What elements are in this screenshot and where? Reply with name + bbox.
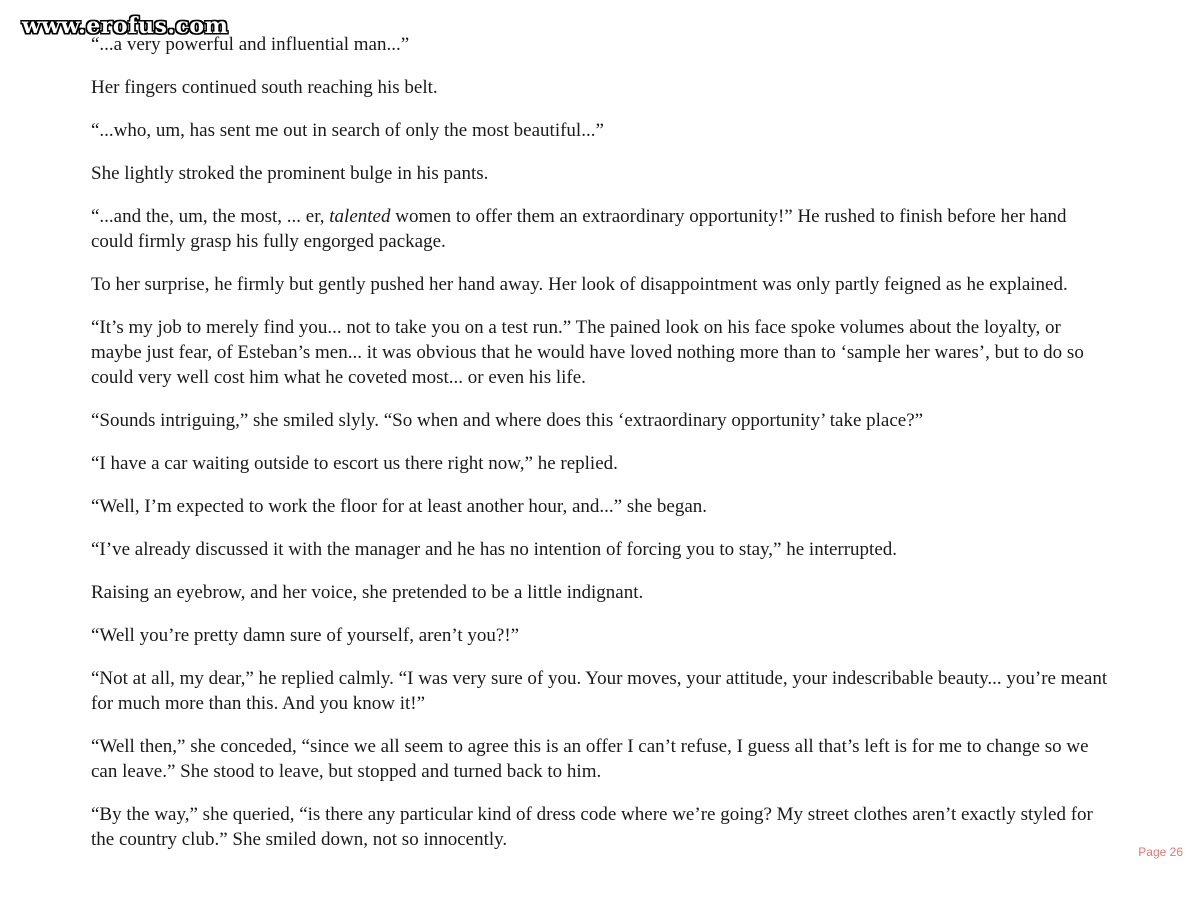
paragraph-16: “By the way,” she queried, “is there any particular kind of dress code where we’re going? My street clothes aren’t exactly styled for the country club.” She smiled down, not so innocently. xyxy=(91,804,1093,850)
paragraph-8: “Sounds intriguing,” she smiled slyly. “So when and where does this ‘extraordinary opportunity’ take place?” xyxy=(91,410,924,431)
paragraph-2: Her fingers continued south reaching his belt. xyxy=(91,77,438,98)
paragraph-5-emphasis: talented xyxy=(329,206,391,227)
paragraph-10: “Well, I’m expected to work the floor for at least another hour, and...” she began. xyxy=(91,496,708,517)
site-watermark: www.erofus.com xyxy=(22,13,229,39)
paragraph-1: “...a very powerful and influential man...” xyxy=(91,34,410,55)
paragraph-5-start: “...and the, um, the most, ... er, xyxy=(91,206,330,227)
page-number: Page 26 xyxy=(1138,845,1183,859)
paragraph-15: “Well then,” she conceded, “since we all seem to agree this is an offer I can’t refuse, I guess all that’s left is for me to change so we can leave.” She stood to leave, but stopped and turned back to him. xyxy=(91,736,1089,782)
paragraph-5 xyxy=(91,204,1111,254)
paragraph-4: She lightly stroked the prominent bulge in his pants. xyxy=(91,163,489,184)
paragraph-6: To her surprise, he firmly but gently pushed her hand away. Her look of disappointment was only partly feigned as he explained. xyxy=(91,274,1068,295)
story-text xyxy=(91,32,1111,870)
paragraph-7: “It’s my job to merely find you... not to take you on a test run.” The pained look on his face spoke volumes about the loyalty, or maybe just fear, of Esteban’s men... it was obvious that he would have loved nothing more than to ‘sample her wares’, but to do so could very well cost him what he coveted most... or even his life. xyxy=(91,317,1084,388)
paragraph-12: Raising an eyebrow, and her voice, she pretended to be a little indignant. xyxy=(91,582,644,603)
paragraph-14: “Not at all, my dear,” he replied calmly. “I was very sure of you. Your moves, your attitude, your indescribable beauty... you’re meant for much more than this. And you know it!” xyxy=(91,668,1108,714)
paragraph-13: “Well you’re pretty damn sure of yourself, aren’t you?!” xyxy=(91,625,520,646)
paragraph-5-end: women to offer them an extraordinary opportunity!” He rushed to finish before her hand could firmly grasp his fully engorged package. xyxy=(91,206,1067,252)
paragraph-9: “I have a car waiting outside to escort us there right now,” he replied. xyxy=(91,453,618,474)
paragraph-3: “...who, um, has sent me out in search of only the most beautiful...” xyxy=(91,120,604,141)
paragraph-11: “I’ve already discussed it with the manager and he has no intention of forcing you to stay,” he interrupted. xyxy=(91,539,898,560)
